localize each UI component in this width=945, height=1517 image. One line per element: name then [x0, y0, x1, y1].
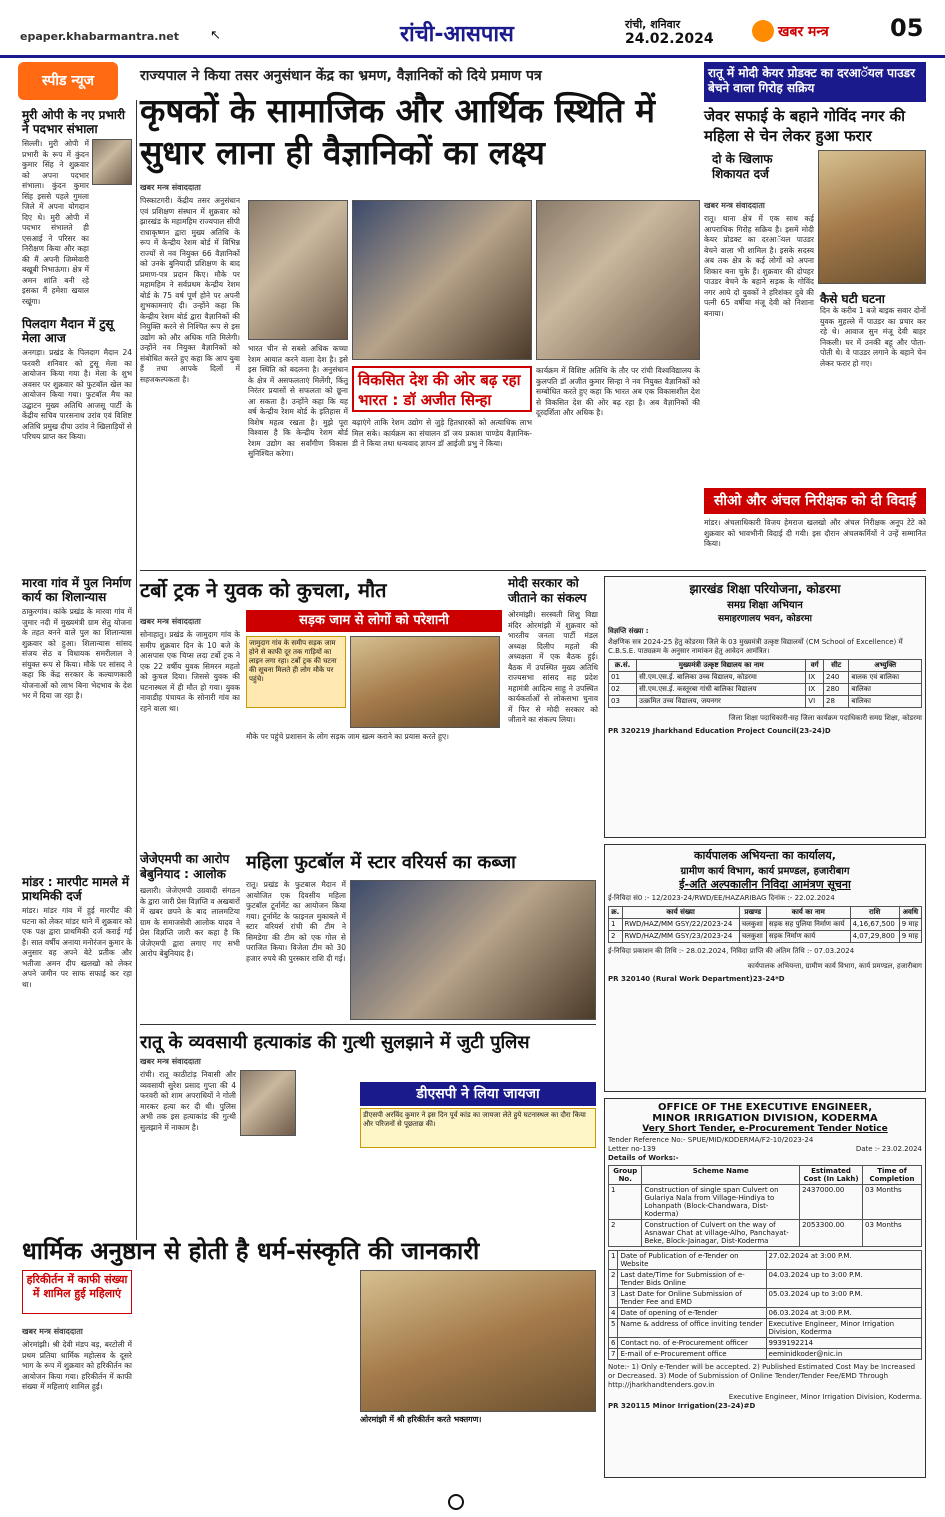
- victim-photo-2: [240, 1070, 296, 1136]
- football-team-photo: [350, 880, 596, 1020]
- murder-byline: खबर मन्त्र संवाददाता: [140, 1057, 201, 1066]
- ad1-td: 02: [609, 684, 637, 696]
- lead-byline: खबर मन्त्र संवाददाता: [140, 183, 201, 192]
- ad-minor-irrigation: [604, 1098, 926, 1478]
- side-s3-title: मारवा गांव में पुल निर्माण कार्य का शिलान्यास: [22, 576, 132, 604]
- ad3-sc: 04.03.2024 up to 3:00 P.M.: [766, 1270, 921, 1289]
- ad3-sc: 2: [609, 1270, 618, 1289]
- turbo-banner: सड़क जाम से लोगों को परेशानी: [246, 610, 502, 632]
- table-row: [609, 919, 922, 931]
- ad1-td: उत्क्रमित उच्च विद्यालय, जयनगर: [637, 696, 806, 708]
- ad3-sc: Date of opening of e-Tender: [618, 1308, 766, 1319]
- table-row: [609, 684, 922, 696]
- ad1-td: IX: [806, 672, 824, 684]
- ad1-th: सीट: [824, 660, 849, 672]
- ad3-sc: 05.03.2024 up to 3:00 P.M.: [766, 1289, 921, 1308]
- dharmik-byline: खबर मन्त्र संवाददाता: [22, 1327, 83, 1336]
- ad2-th: कार्य संख्या: [622, 907, 739, 919]
- ad1-td: बालिका: [849, 696, 922, 708]
- table-row: [609, 1251, 922, 1270]
- lead-text-4: बढ़ाएंगे ताकि रेशम उद्योग से जुड़े हितधारकों को अत्याधिक लाभ मिल सके। कार्यक्रम का संचालन डॉ जय प्रकाश पाण्डेय वैज्ञानिक-डी ने किया तथा धन्यवाद ज्ञापन डॉ आईजी प्रभु ने किया।: [352, 418, 532, 448]
- ad2-td: 4,16,67,500: [850, 919, 899, 931]
- turbo-headline: टर्बो ट्रक ने युवक को कुचला, मौत: [140, 578, 387, 602]
- ad3-td: 1: [609, 1185, 642, 1220]
- ad3-th: Scheme Name: [642, 1166, 800, 1185]
- ad3-td: 03 Months: [862, 1220, 921, 1247]
- side-s2-title: पिलदाग मैदान में टुसू मेला आज: [22, 317, 114, 345]
- cursor-icon: ↖: [210, 28, 221, 43]
- ad1-td: VI: [806, 696, 824, 708]
- table-row: [609, 1308, 922, 1319]
- ratu-byline: खबर मन्त्र संवाददाता: [704, 201, 765, 210]
- ad2-sign: कार्यपालक अभियन्ता, ग्रामीण कार्य विभाग, कार्य प्रमण्डल, हजारीबाग: [747, 962, 922, 970]
- ad3-letter-row: [608, 1145, 922, 1154]
- murder-headline: रातू के व्यवसायी हत्याकांड की गुत्थी सुलझाने में जुटी पुलिस: [140, 1032, 530, 1053]
- brand-name: खबर मन्त्र: [778, 24, 829, 40]
- ad3-letter: Letter no-139: [608, 1145, 656, 1153]
- ad1-td: 01: [609, 672, 637, 684]
- ratu-sub: दो के खिलाफ शिकायत दर्ज: [712, 152, 773, 181]
- side-s1-text: सिल्ली। मुरी ओपी में प्रभारी के रूप में कुंदन कुमार सिंह ने शुक्रवार को अपना पदभार संभाला। कुंदन कुमार सिंह इससे पहले गुमला जिले में अपना योगदान दिए थे। मुरी ओपी में पदभार संभालते ही एसआई ने परिसर का निरीक्षण किया और कहा की मैं अपनी जिम्मेवारी बखूबी निभाऊंगा। क्षेत्र में अमन शांति बनी रहे इसका मैं हमेशा खयाल रखूंगा।: [22, 139, 89, 306]
- table-row: [609, 1349, 922, 1360]
- ad2-td: 2: [609, 931, 623, 943]
- city-date: [625, 18, 714, 46]
- ad1-sub2: समाहरणालय भवन, कोडरमा: [718, 614, 812, 624]
- ad3-sc: 4: [609, 1308, 618, 1319]
- ad3-sc: 9939192214: [766, 1338, 921, 1349]
- ad-rural-works: [604, 844, 926, 1092]
- lead-photo-3: [536, 200, 700, 360]
- ad3-th: Group No.: [609, 1166, 642, 1185]
- ad3-notes: Note:- 1) Only e-Tender will be accepted. 2) Published Estimated Cost May be Increased or Decreased. 3) Mode of Submission of Online Tender/Tender Fee/EMD Through http://jharkhandtenders.gov.in: [608, 1363, 916, 1389]
- table-row: [609, 1338, 922, 1349]
- ratu-box-text: दिन के करीब 1 बजे बाइक सवार दोनों युवक मुहल्ले में पाउडर का प्रचार कर रहे थे। आवाज सुन मंजू देवी बाहर निकली। घर में उनकी बहू और पोता-पोती थे। वे पाउडर लगाने के बहाने चेन लेकर फरार हो गए।: [820, 306, 926, 368]
- ad2-title1: कार्यपालक अभियन्ता का कार्यालय,: [694, 849, 836, 862]
- ad1-td: 28: [824, 696, 849, 708]
- murder-banner: डीएसपी ने लिया जायजा: [360, 1082, 596, 1106]
- table-row: [609, 672, 922, 684]
- ratu-box-title: कैसे घटी घटना: [820, 292, 885, 306]
- ad3-td: 2: [609, 1220, 642, 1247]
- lead-text-2: भारत चीन से सबसे अधिक कच्चा रेशम आयात करने वाला देश है। इसे इस स्थिति को बदलना है। अनुसंधान के क्षेत्र में असफलताएं मिलेंगी, किंतु निरंतर प्रयासों से सफलता को छूना आ सकता है। उन्होंने कहा कि यह वर्ष केन्द्रीय रेशम बोर्ड के इतिहास में विशेष महत्व रखता है। मुझे पूरा विश्वास है कि केन्द्रीय रेशम बोर्ड रेशम उद्योग का सर्वांगीण विकास सुनिश्चित करेगा।: [248, 344, 348, 458]
- officer-photo: [92, 139, 132, 185]
- side-s4-text: मांडर। मांडर गांव में हुई मारपीट की घटना को लेकर मांडर थाने में शुक्रवार को एक पक्ष द्वारा प्राथमिकी दर्ज कराई गई है। सात वर्षीय अनाया मनोरंजन कुमार के अनुसार वह अपने बेटे प्रतीक और भतीजा अमन दीप खलखो को लेकर अपने जमीन पर साफ सफाई कर रहा था।: [22, 906, 132, 989]
- ad3-sc: E-mail of e-Procurement office: [618, 1349, 766, 1360]
- side-s1-title: मुरी ओपी के नए प्रभारी ने पदभार संभाला: [22, 108, 126, 136]
- jjmp-title: जेजेएमपी का आरोप बेबुनियाद : आलोक: [140, 852, 230, 881]
- ad3-td: Construction of Culvert on the way of Asnawar Chat at village-Alho, Panchayat-Beke, Block-Jainagar, Dist-Koderma: [642, 1220, 800, 1247]
- lead-subhead: विकसित देश की ओर बढ़ रहा भारत : डॉ अजीत सिन्हा: [352, 366, 532, 412]
- modi-title: मोदी सरकार को जीताने का संकल्प: [508, 576, 587, 605]
- ad2-th: अवधि: [899, 907, 921, 919]
- ad1-text: शैक्षणिक सत्र 2024-25 हेतु कोडरमा जिले के 03 मुख्यमंत्री उत्कृष्ट विद्यालयों (CM School of Excellence) में C.B.S.E. पाठ्यक्रम के अनुसार नामांकन हेतु आवेदन आमंत्रित।: [608, 638, 903, 655]
- ad-education: [604, 576, 926, 838]
- ad3-td: 2053300.00: [800, 1220, 863, 1247]
- ratu-text: रातू। थाना क्षेत्र में एक साथ कई आपराधिक गिरोह सक्रिय है। इसमें मोदी केयर प्रोडक्ट का दरआॅयल पाउडर बेचने वाला भी शामिल है। इसके सदस्य अब तक क्षेत्र के कई लोगों को अपना शिकार बना चुके हैं। शुक्रवार की दोपहर पाउडर बेचने के बहाने सड़क के गोविंद नगर आये दो युवकों ने हरिशंकर दुबे की पत्नी 65 वर्षीया मंजू देवी को निशाना बनाया।: [704, 214, 814, 318]
- ad2-title2: ग्रामीण कार्य विभाग, कार्य प्रमण्डल, हजारीबाग: [680, 866, 850, 877]
- modi-text: ओरमांझी। सरस्वती शिशु विद्या मंदिर ओरमांझी में शुक्रवार को भारतीय जनता पार्टी मंडल अध्यक्ष दिलीप महतो की अध्यक्षता में एक बैठक हुई। बैठक में उपस्थित मुख्य अतिथि राज्यसभा सांसद सह प्रदेश महामंत्री आदित्य साहु ने उपस्थित कार्यकर्ताओं से लोकसभा चुनाव में फिर से मोदी सरकार को जीताने का संकल्प लिया।: [508, 610, 598, 724]
- lead-headline: कृषकों के सामाजिक और आर्थिक स्थिति में सुधार लाना ही वैज्ञानिकों का लक्ष्य: [140, 91, 655, 172]
- ad2-dates: ई-निविदा प्रकाशन की तिथि :- 28.02.2024, निविदा प्राप्ति की अंतिम तिथि :- 07.03.2024: [608, 947, 855, 955]
- football-headline: महिला फुटबॉल में स्टार वरियर्स का कब्जा: [246, 852, 516, 873]
- lead-kicker: राज्यपाल ने किया तसर अनुसंधान केंद्र का भ्रमण, वैज्ञानिकों को दिये प्रमाण पत्र: [140, 68, 542, 84]
- section-title: रांची-आसपास: [400, 22, 514, 47]
- table-row: [609, 1220, 922, 1247]
- ad2-td: सड़क निर्माण कार्य: [766, 931, 850, 943]
- ad1-notice: विज्ञप्ति संख्या :: [608, 627, 649, 635]
- ad1-th: क्र.सं.: [609, 660, 637, 672]
- ratu-kicker: रातू में मोदी केयर प्रोडक्ट का दरआॅयल पाउडर बेचने वाला गिरोह सक्रिय: [704, 62, 926, 102]
- ad2-title3: ई-अति अल्पकालीन निविदा आमंत्रण सूचना: [679, 878, 851, 891]
- side-s2-text: अनगड़ा। प्रखंड के पिलदाग मैदान 24 फरवरी शनिवार को टुसू मेला का आयोजन किया गया है। मेला के शुभ अवसर पर शुक्रवार को फुटबॉल खेल का आयोजन किया गया। फुटबॉल मैच का उद्घाटन मुख्य अतिथि आजसू पार्टी के केंद्रीय सचिव पारसनाथ उरांव एवं विशिष्ट अतिथि प्रमुख दीपा उरांव ने खिलाड़ियों से परिचय प्राप्त कर किया।: [22, 348, 132, 441]
- ad3-title1: OFFICE OF THE EXECUTIVE ENGINEER,: [657, 1102, 873, 1113]
- football-text: रातू। प्रखंड के फुटबाल मैदान में आयोजित एक दिवसीय महिला फुटबॉल टूर्नामेंट का आयोजन किया गया। टूर्नामेंट के फाइनल मुकाबले में स्टार वरियर्स रांची की टीम ने सिमडेगा की टीम को एक गोल से पराजित किया। विजेता टीम को 30 हजार रुपये की पुरस्कार राशि दी गई।: [246, 880, 346, 963]
- ad3-sc: 6: [609, 1338, 618, 1349]
- turbo-text: सोनाहातु। प्रखंड के जामुदाग गांव के समीप शुक्रवार दिन के 10 बजे के आसपास एक चिप्स लदा टर्बो ट्रक ने एक 22 वर्षीय युवक सिमरन महतो को कुचल दिया। जिससे युवक की घटनास्थल में ही मौत हो गया। युवक नावाडीह पंचायत के सोनारी गांव का रहने वाला था।: [140, 630, 240, 713]
- jjmp-text: खलारी। जेजेएमपी उग्रवादी संगठन के द्वारा जारी प्रेस विज्ञप्ति व अखबारों में खबर छपने के बाद लालमटिया ग्राम के समाजसेवी आलोक यादव ने प्रेस विज्ञप्ति जारी कर कहा है कि जेजेएमपी द्वारा लगाए गए सभी आरोप बेबुनियाद है।: [140, 886, 240, 958]
- murder-box: डीएसपी अरविंद कुमार ने इस दिन पूर्व कांड का जायजा लेते हुये घटनास्थल का दौरा किया और परिजनों से पूछताछ की।: [360, 1108, 596, 1148]
- ad3-schedule: [608, 1250, 922, 1360]
- turbo-box: जामुदाग गांव के समीप सड़क जाम होने से काफी दूर तक गाड़ियों का लाइन लगा रहा। टर्बो ट्रक की घटना की सूचना मिलते ही लोग मौके पर पहुंचे।: [246, 636, 346, 708]
- ad3-td: 2437000.00: [800, 1185, 863, 1220]
- turbo-caption: मौके पर पहुंचे प्रशासन के लोग सड़क जाम खत्म कराने का प्रयास करते हुए।: [246, 732, 449, 741]
- murder-text: रांची। रातू काठीटांड़ निवासी और व्यवसायी सुरेश प्रसाद गुप्ता की 4 फरवरी को शाम अपराधियों ने गोली मारकर हत्या कर दी थी। पुलिस अभी तक इस हत्याकांड की गुत्थी सुलझाने में नाकाम है।: [140, 1070, 236, 1132]
- ad1-th: मुख्यमंत्री उत्कृष्ट विद्यालय का नाम: [637, 660, 806, 672]
- ad3-sc: 5: [609, 1319, 618, 1338]
- ad3-sc: 3: [609, 1289, 618, 1308]
- ad1-td: 03: [609, 696, 637, 708]
- ad1-th: वर्ग: [806, 660, 824, 672]
- ad2-td: 4,07,29,800: [850, 931, 899, 943]
- ad3-title3: Very Short Tender, e-Procurement Tender Notice: [642, 1124, 888, 1134]
- ad1-td: IX: [806, 684, 824, 696]
- lead-photo-2: [352, 200, 532, 360]
- ad3-sc: Contact no. of e-Procurement officer: [618, 1338, 766, 1349]
- side-s4-title: मांडर : मारपीट मामले में प्राथमिकी दर्ज: [22, 875, 130, 903]
- table-row: [609, 1319, 922, 1338]
- turbo-byline: खबर मन्त्र संवाददाता: [140, 617, 201, 626]
- ad3-th: Estimated Cost (In Lakh): [800, 1166, 863, 1185]
- dharmik-text: ओरमांझी। श्री देवी मंडप बड़, बरटोली में प्रथम प्रतिया धार्मिक महोत्सव के दूसरे भाग के रूप में शुक्रवार को हरिकीर्तन का आयोजन किया गया। हरिकीर्तन में काफी संख्या में महिलाएं शामिल हुईं।: [22, 1340, 132, 1391]
- vidai-text: मांडर। अंचलाधिकारी विजय हेमराज खलखो और अंचल निरीक्षक अनूप टेटे को शुक्रवार को भावभीनी विदाई दी गयी। इस दौरान अंचलकर्मियों ने उन्हें सम्मानित किया।: [704, 518, 926, 548]
- side-s3-text: ठाकुरगांव। कांके प्रखंड के मारवा गांव में जुमार नदी में मुख्यमंत्री ग्राम सेतु योजना के तहत बनने वाले पुल का शिलान्यास शुक्रवार को हुआ। शिलान्यास सांसद संजय सेठ व विधायक समरीलाल ने संयुक्त रूप से किया। मौके पर सांसद ने कहा कि केंद्र सरकार के कल्याणकारी योजनाओं को लाभ बिना भेदभाव के देश भर में दिया जा रहा है।: [22, 607, 132, 700]
- ratu-headline: जेवर सफाई के बहाने गोविंद नगर की महिला से चेन लेकर हुआ फरार: [704, 107, 905, 145]
- ad1-sub1: समग्र शिक्षा अभियान: [727, 600, 803, 611]
- ad3-ref: Tender Reference No:- SPUE/MID/KODERMA/F2-10/2023-24: [608, 1136, 814, 1144]
- ad2-th: कार्य का नाम: [766, 907, 850, 919]
- ad3-sc: 06.03.2024 at 3:00 P.M.: [766, 1308, 921, 1319]
- brand-logo-icon: [752, 20, 774, 42]
- city-day: रांची, शनिवार: [625, 18, 681, 31]
- ad3-details: Details of Works:-: [608, 1154, 679, 1162]
- ad2-td: चलकुशा: [739, 919, 766, 931]
- ad1-table: [608, 659, 922, 708]
- table-row: [609, 1185, 922, 1220]
- ad3-title2: MINOR IRRIGATION DIVISION, KODERMA: [652, 1113, 878, 1124]
- ad3-td: Construction of single span Culvert on Gulariya Nala from Village-Hindiya to Lohanpath (Block-Chandwara, Dist-Koderma): [642, 1185, 800, 1220]
- lead-text-3: कार्यक्रम में विशिष्ट अतिथि के तौर पर रांची विश्वविद्यालय के कुलपति डॉ अजीत कुमार सिन्हा ने नव नियुक्त वैज्ञानिकों को सम्बोधित करते हुए कहा कि भारत अब एक विकासशील देश से विकसित देश की ओर बढ़ रहा है। अब वैज्ञानिकों की दूरदर्शिता और अधिक है।: [536, 366, 700, 417]
- ad2-th: क्र.: [609, 907, 623, 919]
- ad3-sc: Date of Publication of e-Tender on Website: [618, 1251, 766, 1270]
- dharmik-caption: ओरमांझी में श्री हरिकीर्तन करते भक्तगण।: [360, 1415, 482, 1424]
- date: 24.02.2024: [625, 31, 714, 47]
- table-row: [609, 696, 922, 708]
- ad3-sc: Last Date for Online Submission of Tender Fee and EMD: [618, 1289, 766, 1308]
- ad2-table: [608, 906, 922, 943]
- side-column: [22, 108, 132, 1146]
- ad1-title: झारखंड शिक्षा परियोजना, कोडरमा: [689, 582, 841, 596]
- ad3-sc: Last date/Time for Submission of e-Tender Bids Online: [618, 1270, 766, 1289]
- ad1-td: सी.एम.एस.ई. बालिका उच्च विद्यालय, कोडरमा: [637, 672, 806, 684]
- table-row: [609, 1270, 922, 1289]
- ad1-td: सी.एम.एस.ई. कस्तूरबा गांधी बालिका विद्यालय: [637, 684, 806, 696]
- ad3-sc: Executive Engineer, Minor Irrigation Division, Koderma: [766, 1319, 921, 1338]
- dharmik-headline: धार्मिक अनुष्ठान से होती है धर्म-संस्कृति की जानकारी: [22, 1237, 480, 1265]
- table-row: [609, 931, 922, 943]
- ad3-sc: 1: [609, 1251, 618, 1270]
- ad3-sign: Executive Engineer, Minor Irrigation Division, Koderma.: [728, 1393, 922, 1401]
- ad2-th: राशि: [850, 907, 899, 919]
- page-number: 05: [890, 14, 924, 42]
- ad2-td: 9 माह: [899, 931, 921, 943]
- ad3-sc: 7: [609, 1349, 618, 1360]
- ad3-table: [608, 1165, 922, 1247]
- ad3-th: Time of Completion: [862, 1166, 921, 1185]
- dharmik-sub: हरिकीर्तन में काफी संख्या में शामिल हुई महिलाएं: [22, 1270, 132, 1314]
- ad3-pr: PR 320115 Minor Irrigation(23-24)#D: [608, 1402, 756, 1410]
- ad2-td: 9 माह: [899, 919, 921, 931]
- ad1-sign: जिला शिक्षा पदाधिकारी-सह जिला कार्यक्रम पदाधिकारी समग्र शिक्षा, कोडरमा: [728, 714, 922, 722]
- row-divider: [140, 570, 926, 571]
- ad2-td: सड़क सह पुलिया निर्माण कार्य: [766, 919, 850, 931]
- ad2-td: RWD/HAZ/MM GSY/23/2023-24: [622, 931, 739, 943]
- ad3-sc: eeminidkoder@nic.in: [766, 1349, 921, 1360]
- ad3-sc: 27.02.2024 at 3:00 P.M.: [766, 1251, 921, 1270]
- ad1-pr: PR 320219 Jharkhand Education Project Council(23-24)D: [608, 727, 831, 735]
- victim-photo: [818, 150, 926, 284]
- ad3-sc: Name & address of office inviting tender: [618, 1319, 766, 1338]
- lead-photo-1: [248, 200, 348, 340]
- ad2-ref: ई-निविदा सं0 :- 12/2023-24/RWD/EE/HAZARIBAG दिनांक :- 22.02.2024: [608, 894, 835, 902]
- ad2-td: RWD/HAZ/MM GSY/22/2023-24: [622, 919, 739, 931]
- ad1-td: 280: [824, 684, 849, 696]
- site-url[interactable]: epaper.khabarmantra.net: [20, 30, 179, 43]
- ad1-td: बालक एवं बालिका: [849, 672, 922, 684]
- ad1-td: बालिका: [849, 684, 922, 696]
- ad2-td: चलकुशा: [739, 931, 766, 943]
- ad2-th: प्रखण्ड: [739, 907, 766, 919]
- registration-mark-icon: [448, 1494, 464, 1510]
- ad2-td: 1: [609, 919, 623, 931]
- ad3-td: 03 Months: [862, 1185, 921, 1220]
- ad1-td: 240: [824, 672, 849, 684]
- ad2-pr: PR 320140 (Rural Work Department)23-24*D: [608, 975, 785, 983]
- row-divider-2: [140, 1024, 596, 1025]
- ad3-date: Date :- 23.02.2024: [855, 1145, 922, 1153]
- speed-news-label: स्पीड न्यूज: [18, 62, 118, 100]
- vidai-title: सीओ और अंचल निरीक्षक को दी विदाई: [704, 488, 926, 514]
- turbo-photo: [350, 636, 500, 728]
- table-row: [609, 1289, 922, 1308]
- dharmik-photo: [360, 1270, 596, 1412]
- column-divider: [136, 100, 137, 1240]
- ad1-th: अभ्युक्ति: [849, 660, 922, 672]
- lead-text-1: पिस्काटगरी। केंद्रीय तसर अनुसंधान एवं प्रशिक्षण संस्थान में शुक्रवार को झारखंड के महामहिम राज्यपाल सीपी राधाकृष्णन द्वारा मुख्य अतिथि के रूप में केन्द्रीय रेशम बोर्ड में विभिन्न राज्यों से नव नियुक्त 66 वैज्ञानिकों को उनके बुनियादी प्रशिक्षण के बाद प्रमाण-पत्र प्रदान किए। मौके पर महामहिम ने सर्वप्रथम केन्द्रीय रेशम बोर्ड के 75 वर्ष पूर्ण होने पर अपनी शुभकामनाएं दी। उन्होंने कहा कि केन्द्रीय रेशम बोर्ड द्वारा वैज्ञानिकों की नियुक्ति करने से निश्चित रूप से इस उद्योग को और अधिक गति मिलेगी। उन्होंने नव नियुक्त वैज्ञानिकों को संबोधित करते हुए कहा कि आप युवा हैं तथा आपके दिलों में सहजकल्पकता है।: [140, 196, 240, 384]
